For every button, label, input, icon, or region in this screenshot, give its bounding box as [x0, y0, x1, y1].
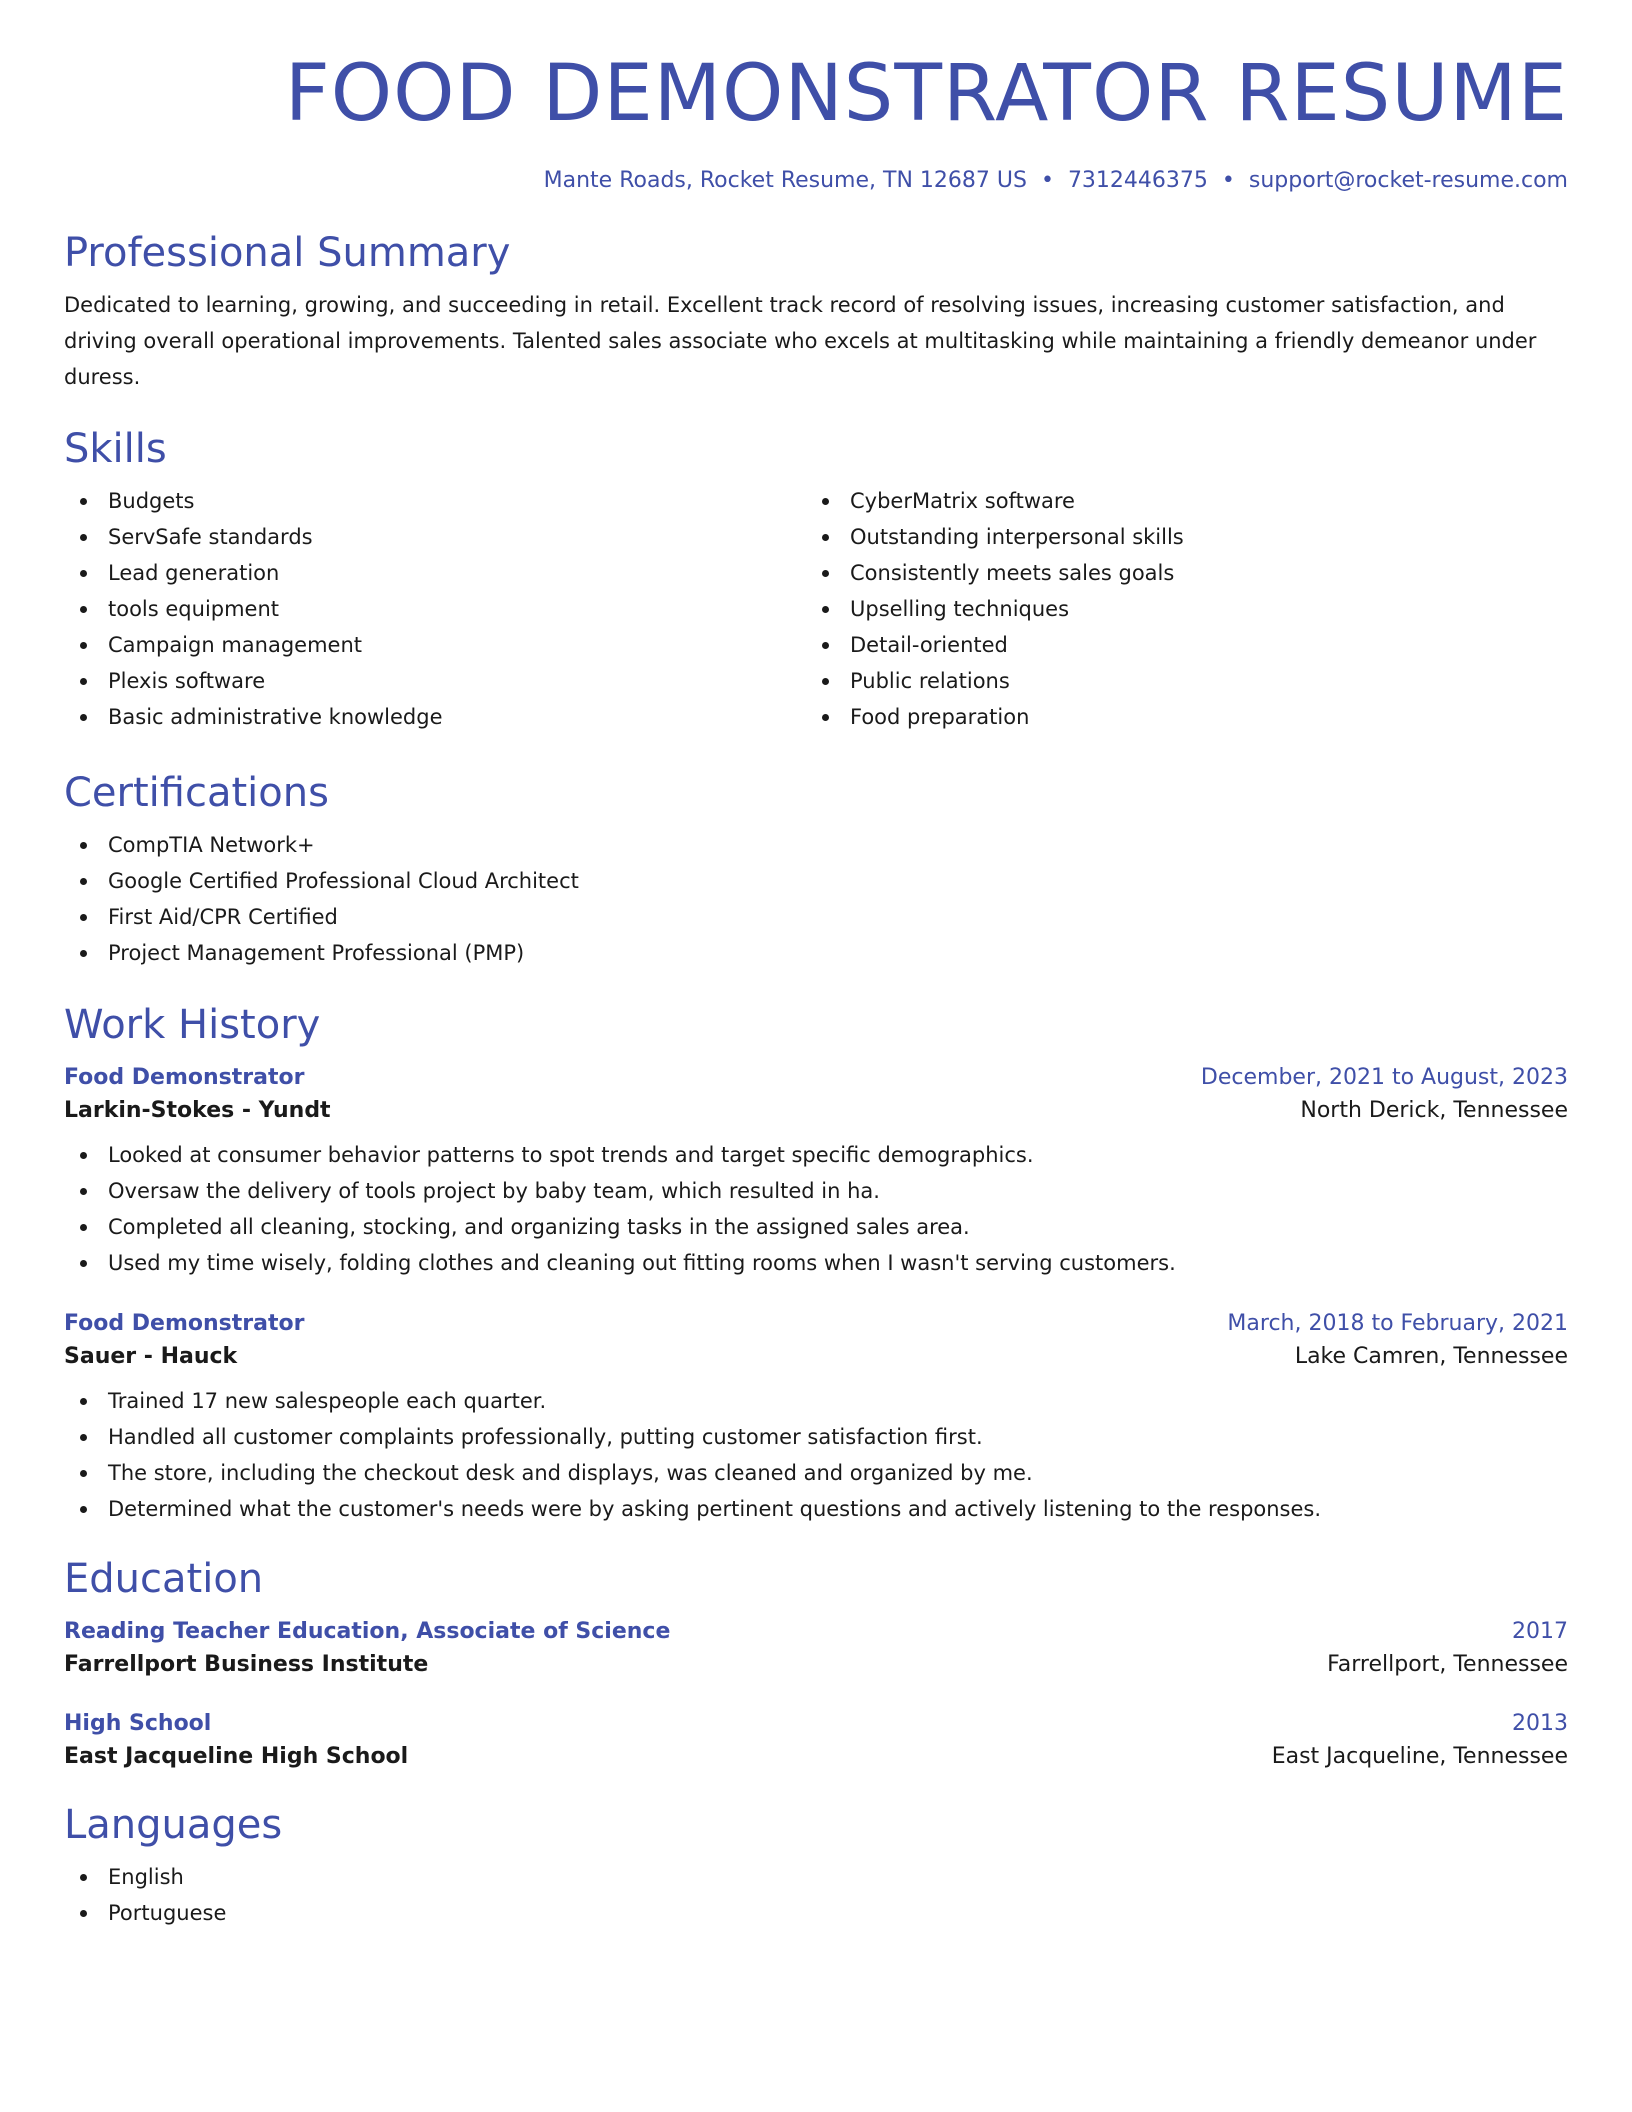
language-item: Portuguese: [64, 1895, 1568, 1931]
education-degree: High School: [64, 1710, 212, 1736]
languages-heading: Languages: [64, 1801, 283, 1848]
job-company: Larkin-Stokes - Yundt: [64, 1097, 331, 1123]
summary-text: Dedicated to learning, growing, and succeeding in retail. Excellent track record of resolving issues, increasing customer satisfaction, and driving overall operational improvements. Talented sales associate who excels at multitasking while maintaining a friendly demeanor under duress.: [64, 292, 1537, 389]
job-bullet: Handled all customer complaints professionally, putting customer satisfaction first.: [64, 1419, 1568, 1455]
skill-item: Food preparation: [806, 699, 1548, 735]
education-school-row: [64, 1652, 1568, 1677]
certification-item: Google Certified Professional Cloud Architect: [64, 863, 1568, 899]
language-item: English: [64, 1859, 1568, 1895]
job-bullet: Looked at consumer behavior patterns to spot trends and target specific demographics.: [64, 1137, 1568, 1173]
job-bullet: Used my time wisely, folding clothes and cleaning out fitting rooms when I wasn't serving customers.: [64, 1245, 1568, 1281]
education-school: Farrellport Business Institute: [64, 1651, 429, 1677]
education-entry: [64, 1619, 1568, 1677]
skill-item: Basic administrative knowledge: [64, 699, 806, 735]
skill-item: Plexis software: [64, 663, 806, 699]
skill-item: Lead generation: [64, 555, 806, 591]
skill-item: Detail-oriented: [806, 627, 1548, 663]
education-location: East Jacqueline, Tennessee: [1271, 1743, 1568, 1769]
certifications-list: [64, 827, 1568, 971]
job-dates: December, 2021 to August, 2023: [1200, 1064, 1568, 1090]
education-school: East Jacqueline High School: [64, 1743, 409, 1769]
certification-item: CompTIA Network+: [64, 827, 1568, 863]
certification-item: First Aid/CPR Certified: [64, 899, 1568, 935]
job-bullet: Trained 17 new salespeople each quarter.: [64, 1383, 1568, 1419]
job-entry: [64, 1065, 1568, 1281]
languages-list: [64, 1859, 1568, 1931]
summary-heading: Professional Summary: [64, 229, 511, 276]
skills-heading: Skills: [64, 425, 167, 472]
skill-item: CyberMatrix software: [806, 483, 1548, 519]
skill-item: Upselling techniques: [806, 591, 1548, 627]
education-entry: [64, 1711, 1568, 1769]
job-company: Sauer - Hauck: [64, 1343, 238, 1369]
contact-separator: •: [1040, 167, 1054, 193]
skill-item: ServSafe standards: [64, 519, 806, 555]
skills-list-left: [64, 483, 806, 735]
job-location: Lake Camren, Tennessee: [1294, 1343, 1568, 1369]
skill-item: Consistently meets sales goals: [806, 555, 1548, 591]
education-header-row: [64, 1619, 1568, 1644]
job-bullet: Oversaw the delivery of tools project by baby team, which resulted in ha.: [64, 1173, 1568, 1209]
skills-grid: [64, 483, 1568, 735]
job-dates: March, 2018 to February, 2021: [1227, 1310, 1568, 1336]
contact-separator: •: [1221, 167, 1235, 193]
job-location: North Derick, Tennessee: [1300, 1097, 1568, 1123]
contact-address: Mante Roads, Rocket Resume, TN 12687 US: [543, 167, 1027, 193]
education-degree: Reading Teacher Education, Associate of Science: [64, 1618, 671, 1644]
education-heading: Education: [64, 1555, 264, 1602]
contact-phone[interactable]: 7312446375: [1067, 167, 1208, 193]
education-location: Farrellport, Tennessee: [1327, 1651, 1568, 1677]
job-company-row: [64, 1344, 1568, 1369]
skill-item: Public relations: [806, 663, 1548, 699]
job-company-row: [64, 1098, 1568, 1123]
resume-title: FOOD DEMONSTRATOR RESUME: [284, 49, 1568, 139]
work-history-heading: Work History: [64, 1001, 321, 1048]
job-bullet: Completed all cleaning, stocking, and organizing tasks in the assigned sales area.: [64, 1209, 1568, 1245]
job-role: Food Demonstrator: [64, 1064, 305, 1090]
skill-item: tools equipment: [64, 591, 806, 627]
job-bullet: The store, including the checkout desk and displays, was cleaned and organized by me.: [64, 1455, 1568, 1491]
education-header-row: [64, 1711, 1568, 1736]
resume-page: [64, 0, 1568, 1931]
certifications-heading: Certifications: [64, 769, 329, 816]
certification-item: Project Management Professional (PMP): [64, 935, 1568, 971]
skills-list-right: [806, 483, 1548, 735]
job-bullets: [64, 1137, 1568, 1281]
contact-line: [64, 168, 1568, 193]
job-header-row: [64, 1311, 1568, 1336]
education-school-row: [64, 1744, 1568, 1769]
skill-item: Budgets: [64, 483, 806, 519]
skill-item: Outstanding interpersonal skills: [806, 519, 1548, 555]
job-header-row: [64, 1065, 1568, 1090]
job-bullets: [64, 1383, 1568, 1527]
education-year: 2013: [1512, 1710, 1568, 1736]
job-bullet: Determined what the customer's needs were by asking pertinent questions and actively listening to the responses.: [64, 1491, 1568, 1527]
job-entry: [64, 1311, 1568, 1527]
skill-item: Campaign management: [64, 627, 806, 663]
contact-email[interactable]: support@rocket-resume.com: [1248, 167, 1568, 193]
job-role: Food Demonstrator: [64, 1310, 305, 1336]
education-year: 2017: [1512, 1618, 1568, 1644]
